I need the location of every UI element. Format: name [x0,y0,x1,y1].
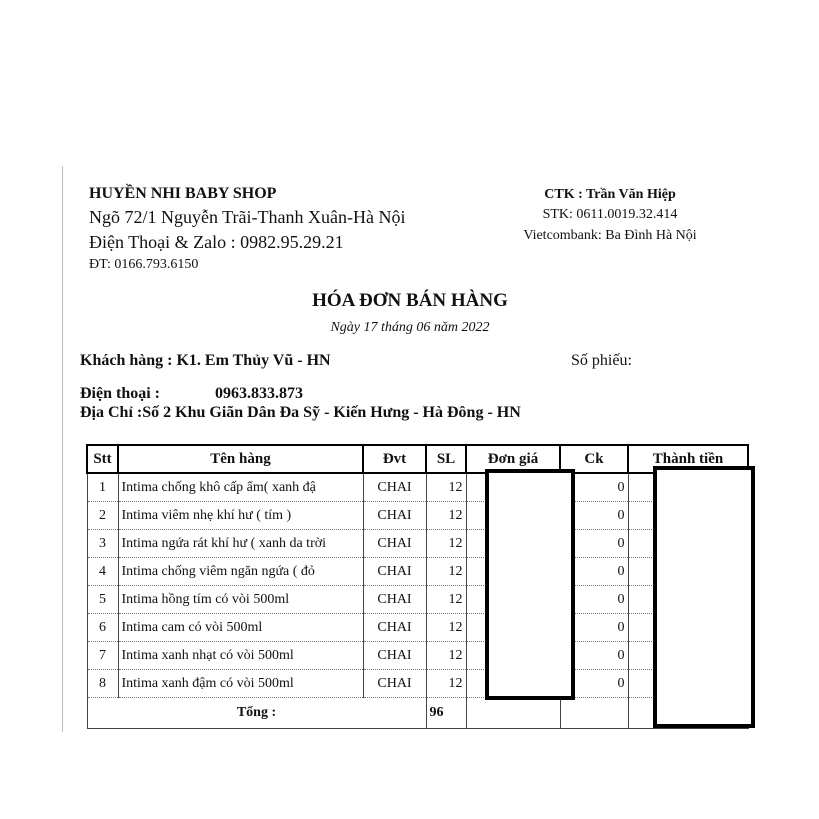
ticket-number-label: Số phiếu: [571,352,632,369]
row-unit: CHAI [363,586,426,614]
customer-phone-value: 0963.833.873 [215,385,303,402]
row-quantity: 12 [426,670,466,698]
row-unit: CHAI [363,473,426,502]
customer-address: Địa Chỉ :Số 2 Khu Giãn Dân Đa Sỹ - Kiến Hưng - Hà Đông - HN [80,404,521,421]
header-unit: Đvt [363,445,426,473]
row-stt: 3 [87,530,118,558]
row-discount: 0 [560,530,628,558]
row-unit: CHAI [363,642,426,670]
table-row [87,530,748,558]
row-item-name: Intima xanh đậm có vòi 500ml [118,670,363,698]
row-discount: 0 [560,558,628,586]
row-discount: 0 [560,502,628,530]
bank-account-number: STK: 0611.0019.32.414 [542,207,678,222]
shop-info [89,183,405,275]
row-unit: CHAI [363,614,426,642]
row-quantity: 12 [426,502,466,530]
row-item-name: Intima chống viêm ngăn ngứa ( đỏ [118,558,363,586]
row-discount: 0 [560,642,628,670]
table-row [87,586,748,614]
row-unit: CHAI [363,670,426,698]
redaction-box-amount [653,466,755,728]
header-quantity: SL [426,445,466,473]
table-row [87,473,748,502]
row-item-name: Intima hồng tím có vòi 500ml [118,586,363,614]
row-discount: 0 [560,614,628,642]
row-stt: 8 [87,670,118,698]
row-stt: 7 [87,642,118,670]
redaction-box-unit-price [485,469,575,700]
table-row [87,614,748,642]
row-item-name: Intima chống khô cấp ẩm( xanh đậ [118,473,363,502]
customer-phone-label: Điện thoại : [80,385,160,402]
bank-info [480,185,740,246]
row-stt: 1 [87,473,118,502]
row-unit: CHAI [363,530,426,558]
header-unit-price: Đơn giá [466,445,560,473]
bank-name: Vietcombank: Ba Đình Hà Nội [523,228,697,243]
row-stt: 6 [87,614,118,642]
row-discount: 0 [560,586,628,614]
row-quantity: 12 [426,530,466,558]
bank-account-owner: CTK : Trần Văn Hiệp [544,187,676,202]
header-discount: Ck [560,445,628,473]
row-quantity: 12 [426,558,466,586]
total-discount [560,698,628,729]
header-stt: Stt [87,445,118,473]
invoice-title: HÓA ĐƠN BÁN HÀNG [312,290,508,311]
row-stt: 4 [87,558,118,586]
row-discount: 0 [560,670,628,698]
total-unit-price [466,698,560,729]
table-row [87,558,748,586]
shop-name: HUYỀN NHI BABY SHOP [89,185,277,202]
table-row [87,670,748,698]
row-quantity: 12 [426,473,466,502]
table-header-row [87,445,748,473]
customer-name: Khách hàng : K1. Em Thủy Vũ - HN [80,352,331,369]
invoice-items-table [86,444,749,729]
customer-phone-row [80,385,303,403]
row-quantity: 12 [426,614,466,642]
row-stt: 5 [87,586,118,614]
row-item-name: Intima xanh nhạt có vòi 500ml [118,642,363,670]
page-left-edge [62,166,63,732]
row-quantity: 12 [426,586,466,614]
header-amount: Thành tiền [628,445,748,473]
row-discount: 0 [560,473,628,502]
header-item-name: Tên hàng [118,445,363,473]
total-label: Tổng : [87,698,426,729]
shop-address: Ngõ 72/1 Nguyễn Trãi-Thanh Xuân-Hà Nội [89,207,406,227]
row-unit: CHAI [363,558,426,586]
shop-phone-secondary: ĐT: 0166.793.6150 [89,257,199,272]
row-item-name: Intima ngứa rát khí hư ( xanh da trời [118,530,363,558]
invoice-date: Ngày 17 tháng 06 năm 2022 [330,320,490,335]
table-total-row [87,698,748,729]
row-item-name: Intima cam có vòi 500ml [118,614,363,642]
shop-phone-zalo: Điện Thoại & Zalo : 0982.95.29.21 [89,232,344,252]
row-unit: CHAI [363,502,426,530]
row-quantity: 12 [426,642,466,670]
table-row [87,642,748,670]
row-item-name: Intima viêm nhẹ khí hư ( tím ) [118,502,363,530]
row-stt: 2 [87,502,118,530]
table-row [87,502,748,530]
total-quantity: 96 [426,698,466,729]
